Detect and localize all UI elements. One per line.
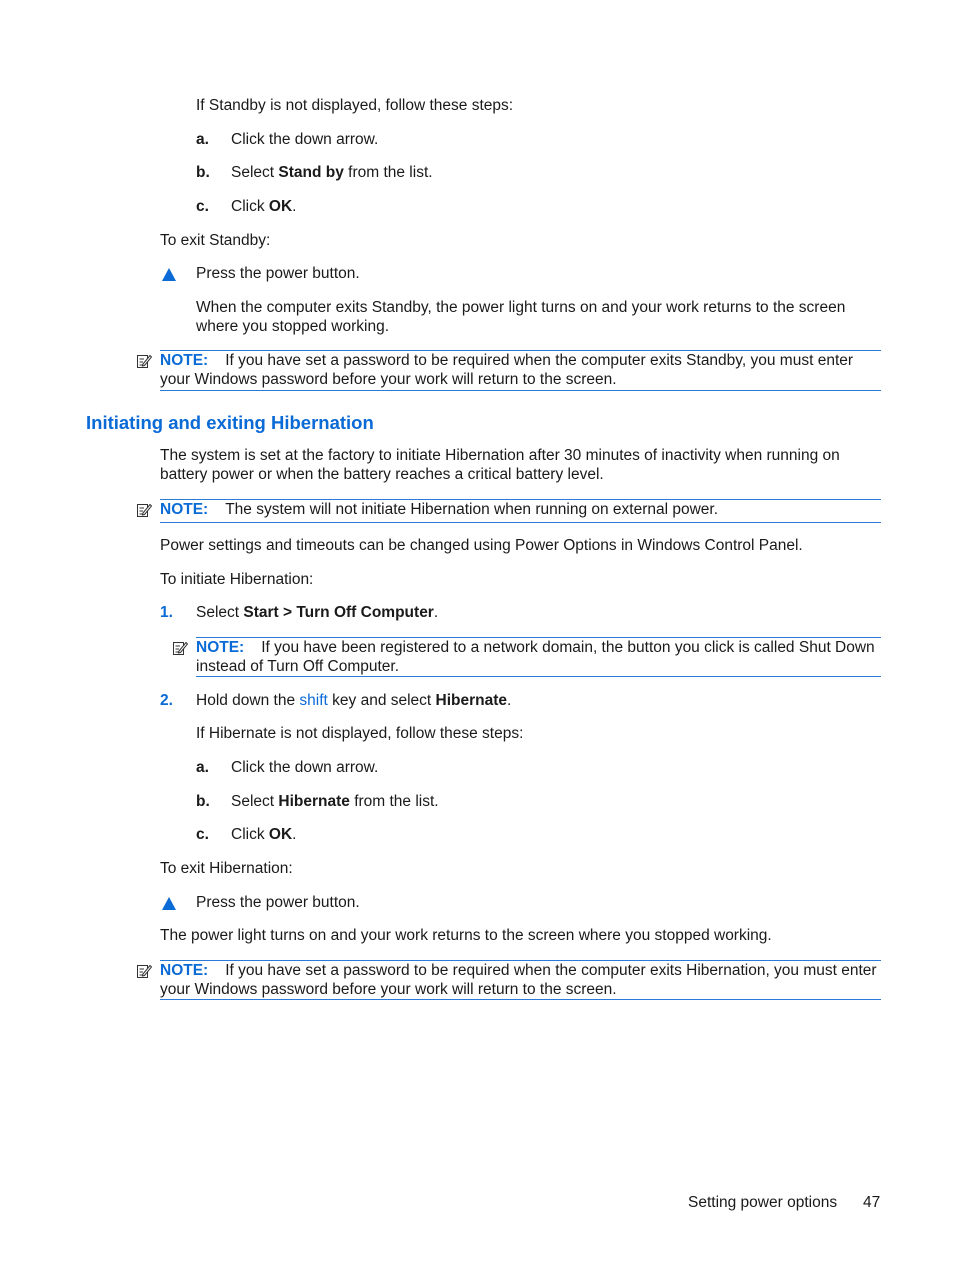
- note-line1: NOTE: If you have set a password to be required when the computer exits Hibernation, you must enter: [160, 962, 877, 979]
- shift-key-link[interactable]: shift: [299, 692, 328, 709]
- step-text: Click the down arrow.: [231, 131, 379, 148]
- hibernate-sub-intro: If Hibernate is not displayed, follow these steps:: [196, 725, 524, 742]
- note-pencil-icon: [136, 963, 152, 979]
- exit-standby-para-line2: where you stopped working.: [196, 318, 390, 335]
- note-pencil-icon: [136, 502, 152, 518]
- note-line1: NOTE: If you have been registered to a network domain, the button you click is called Shut Down: [196, 639, 875, 656]
- note-bottom-rule: [160, 999, 881, 1000]
- step-text: Click the down arrow.: [231, 759, 379, 776]
- page-number: 47: [863, 1194, 881, 1211]
- note-pencil-icon: [172, 640, 188, 656]
- step-text: Select Start > Turn Off Computer.: [196, 604, 439, 621]
- note-line1: NOTE: The system will not initiate Hibernation when running on external power.: [160, 501, 719, 518]
- exit-standby-para-line1: When the computer exits Standby, the power light turns on and your work returns to the screen: [196, 299, 846, 316]
- note-bottom-rule: [196, 676, 881, 677]
- exit-hibernation-para: The power light turns on and your work returns to the screen where you stopped working.: [160, 927, 772, 944]
- exit-standby-title: To exit Standby:: [160, 232, 271, 249]
- step-number: 1.: [160, 604, 173, 621]
- section-heading: Initiating and exiting Hibernation: [86, 412, 374, 433]
- hibernation-para-line1: The system is set at the factory to initiate Hibernation after 30 minutes of inactivity when running on: [160, 447, 840, 464]
- power-settings-text: Power settings and timeouts can be changed using Power Options in Windows Control Panel.: [160, 537, 803, 554]
- step-text: Hold down the shift key and select Hibernate.: [196, 692, 512, 709]
- initiate-hibernation-title: To initiate Hibernation:: [160, 571, 314, 588]
- step-text: Click OK.: [231, 826, 297, 843]
- step-text: Click OK.: [231, 198, 297, 215]
- step-label: a.: [196, 131, 209, 148]
- exit-hibernation-step: Press the power button.: [196, 894, 360, 911]
- note-line1: NOTE: If you have set a password to be required when the computer exits Standby, you must enter: [160, 352, 854, 369]
- note-line2: your Windows password before your work will return to the screen.: [160, 371, 617, 388]
- note-bottom-rule: [160, 390, 881, 391]
- hibernation-para-line2: battery power or when the battery reaches a critical battery level.: [160, 466, 604, 483]
- step-label: c.: [196, 826, 209, 843]
- footer-section-title: Setting power options: [688, 1194, 838, 1211]
- step-label: c.: [196, 198, 209, 215]
- note-line2: instead of Turn Off Computer.: [196, 658, 400, 675]
- step-label: a.: [196, 759, 209, 776]
- exit-standby-step: Press the power button.: [196, 265, 360, 282]
- step-text: Select Hibernate from the list.: [231, 793, 439, 810]
- exit-hibernation-title: To exit Hibernation:: [160, 860, 293, 877]
- note-bottom-rule: [160, 522, 881, 523]
- triangle-bullet-icon: [162, 897, 176, 910]
- step-text: Select Stand by from the list.: [231, 164, 433, 181]
- triangle-bullet-icon: [162, 268, 176, 281]
- note-line2: your Windows password before your work will return to the screen.: [160, 981, 617, 998]
- step-label: b.: [196, 164, 210, 181]
- note-pencil-icon: [136, 353, 152, 369]
- step-label: b.: [196, 793, 210, 810]
- step-number: 2.: [160, 692, 173, 709]
- standby-intro: If Standby is not displayed, follow these steps:: [196, 97, 514, 114]
